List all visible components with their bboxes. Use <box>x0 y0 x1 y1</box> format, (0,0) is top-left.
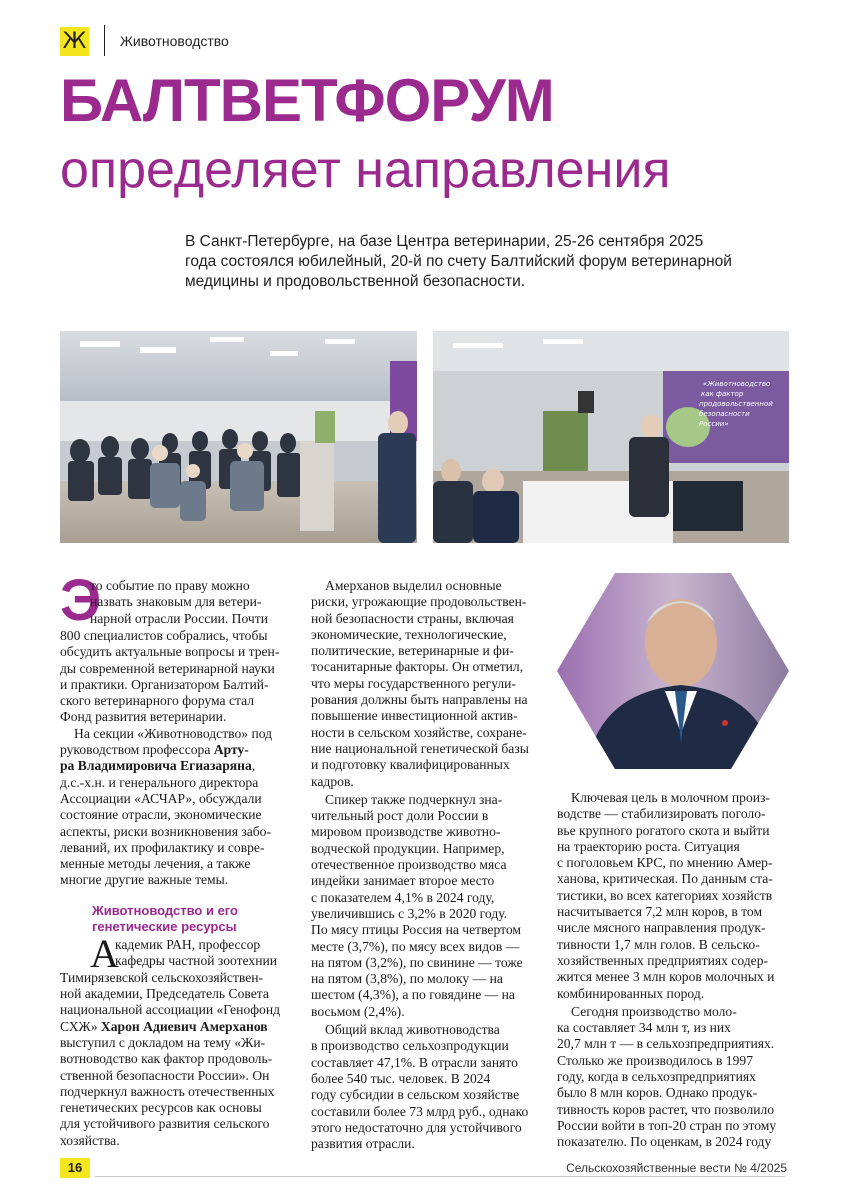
text-line: 20,7 млн т — в сельхозпредприятиях. <box>557 1036 775 1052</box>
dropcap-block-2 <box>60 930 285 976</box>
text-line: этого недостаточно для устойчивого <box>311 1119 522 1135</box>
text-line: нарной отрасли России. Почти <box>90 610 268 626</box>
text-line: СХЖ» Харон Адиевич Амерханов <box>60 1018 268 1034</box>
text-line: тивности 1,7 млн голов. В сельско- <box>557 936 760 952</box>
text-line: ной безопасности страны, включая <box>311 610 514 626</box>
dropcap-block <box>60 568 285 633</box>
text-line: Ассоциации «АСЧАР», обсуждали <box>60 790 262 806</box>
text-line: Ключевая цель в молочном произ- <box>571 790 770 805</box>
text-line: хозяйственных предприятиях содер- <box>557 952 769 968</box>
column-1 <box>60 568 285 1149</box>
header-divider <box>104 25 105 56</box>
text-line: на пятом (3,2%), по свинине — тоже <box>311 954 523 970</box>
photo-conference-hall <box>60 331 417 543</box>
column-2 <box>311 578 546 1152</box>
footer-rule <box>95 1176 785 1177</box>
lead-line: В Санкт-Петербурге, на базе Центра ветеринарии, 25-26 сентября 2025 <box>185 233 704 250</box>
text-line: отечественное производство мяса <box>311 857 507 873</box>
text-line: чительный рост доли России в <box>311 808 489 824</box>
text-line: более 540 тыс. человек. В 2024 <box>311 1070 491 1086</box>
text-line: ности в сельском хозяйстве, сохране- <box>311 724 527 740</box>
text-line: ственной безопасности России». Он <box>60 1067 270 1083</box>
screen-text: «Животноводство <box>703 380 771 388</box>
text-line: России войти в топ-20 стран по этому <box>557 1117 777 1133</box>
text-line: Фонд развития ветеринарии. <box>60 709 227 725</box>
text-line: аспекты, риски возникновения забо- <box>60 823 271 839</box>
text-line: для устойчивого развития сельского <box>60 1116 270 1132</box>
text-line: вье крупного рогатого скота и выйти <box>557 822 770 838</box>
portrait-hexagon <box>557 573 789 769</box>
text-line: комбинированных пород. <box>557 985 705 1001</box>
lead-paragraph <box>185 232 785 292</box>
text-line: и подготовку квалифицированных <box>311 757 510 773</box>
text-line: водстве — стабилизировать поголо- <box>557 806 766 822</box>
text-line: тистики, во всех категориях хозяйств <box>557 887 773 903</box>
text-line: ского ветеринарного форума стал <box>60 693 255 709</box>
text-line: экономические, технологические, <box>311 626 507 642</box>
text-line: числе мясного направления продук- <box>557 920 766 936</box>
text-line: На секции «Животноводство» под <box>74 725 273 741</box>
text-line: в производство сельхозпродукции <box>311 1038 509 1054</box>
text-line: ка составляет 34 млн т, из них <box>557 1020 731 1036</box>
text-line: риски, угрожающие продовольствен- <box>311 594 527 610</box>
text-line: показателю. По оценкам, в 2024 году <box>557 1134 772 1150</box>
text-line: на траекторию роста. Ситуация <box>557 838 740 854</box>
text-line: кафедры частной зоотехнии <box>115 953 278 969</box>
text-line: мировом производстве животно- <box>311 824 501 840</box>
text-line: и практики. Организатором Балтий- <box>60 676 269 692</box>
text-line: кадемик РАН, профессор <box>115 936 261 952</box>
dropcap-letter: Э <box>60 568 102 633</box>
category-icon: Ж <box>60 27 89 56</box>
text-line: ной академии, Председатель Совета <box>60 986 269 1002</box>
lead-line: медицины и продовольственной безопасности. <box>185 273 526 290</box>
text-line: индейки занимает второе место <box>311 873 495 889</box>
text-line: Столько же производилось в 1997 <box>557 1052 753 1068</box>
magazine-issue: Сельскохозяйственные вести № 4/2025 <box>566 1161 787 1175</box>
text-line: выступил с докладом на тему «Жи- <box>60 1034 266 1050</box>
lead-line: года состоялся юбилейный, 20-й по счету Балтийский форум ветеринарной <box>185 253 732 270</box>
text-line: тивность коров растет, что позволило <box>557 1101 775 1117</box>
text-line: водческой продукции. Например, <box>311 840 505 856</box>
text-line: году субсидии в сельском хозяйстве <box>311 1087 520 1103</box>
article-title: БАЛТВЕТФОРУМ <box>60 67 554 134</box>
text-line: то событие по праву можно <box>90 578 250 593</box>
text-line: По мясу птицы Россия на четвертом <box>311 922 521 938</box>
text-line: национальной ассоциации «Генофонд <box>60 1002 281 1018</box>
text-line: жится менее 3 млн коров молочных и <box>557 969 775 985</box>
text-line: Тимирязевской сельскохозяйствен- <box>60 969 264 985</box>
screen-text: безопасности <box>699 410 750 418</box>
text-line: году, когда в сельхозпредприятиях <box>557 1069 756 1085</box>
text-line: составляет 47,1%. В отрасли занято <box>311 1054 518 1070</box>
text-line: руководством профессора Арту- <box>60 742 249 758</box>
text-line: 800 специалистов собрались, чтобы <box>60 628 268 643</box>
section-subhead: Животноводство и его генетические ресурсы <box>92 902 238 934</box>
text-line: политические, ветеринарные и фи- <box>311 643 514 659</box>
text-line: с показателем 4,1% в 2024 году, <box>311 889 495 905</box>
screen-text: как фактор <box>701 390 744 398</box>
text-line: подчеркнул важность отечественных <box>60 1083 275 1099</box>
text-line: обсудить актуальные вопросы и трен- <box>60 644 280 660</box>
text-line: восьмом (2,4%). <box>311 1003 405 1019</box>
text-line: назвать знаковым для ветери- <box>90 594 262 610</box>
text-line: кадров. <box>311 773 354 789</box>
text-line: Общий вклад животноводства <box>325 1022 500 1038</box>
text-line: генетических ресурсов как основы <box>60 1100 262 1116</box>
text-line: ханова, критическая. По данным ста- <box>557 871 773 887</box>
text-line: д.с.-х.н. и генерального директора <box>60 774 259 790</box>
column-3 <box>557 790 789 1151</box>
dropcap-letter-2: А <box>90 930 119 976</box>
text-line: Спикер также подчеркнул зна- <box>325 791 503 807</box>
text-line: повышение инвестиционной актив- <box>311 708 518 724</box>
photo-speaker-podium <box>433 331 789 543</box>
text-line: было 8 млн коров. Однако продук- <box>557 1085 758 1101</box>
text-line: ды современной ветеринарной науки <box>60 660 275 676</box>
text-line: месте (3,7%), по мясу всех видов — <box>311 938 520 954</box>
text-line: ра Владимировича Егиазаряна, <box>60 758 256 774</box>
text-line: насчитывается 7,2 млн коров, в том <box>557 904 763 920</box>
text-line: с поголовьем КРС, по мнению Амер- <box>557 855 773 871</box>
screen-text: России» <box>699 420 729 428</box>
text-line: увеличившись с 3,2% в 2020 году. <box>311 905 508 921</box>
text-line: менные методы лечения, а также <box>60 856 251 872</box>
page-number: 16 <box>60 1158 90 1178</box>
text-line: Сегодня производство моло- <box>571 1003 737 1019</box>
article-subtitle: определяет направления <box>60 141 671 199</box>
text-line: составили более 73 млрд руб., однако <box>311 1103 529 1119</box>
text-line: ние национальной генетической базы <box>311 740 529 756</box>
text-line: тосанитарные факторы. Он отметил, <box>311 659 524 675</box>
text-line: многие другие важные темы. <box>60 872 229 888</box>
text-line: леваний, их профилактику и совре- <box>60 839 265 855</box>
text-line: на пятом (3,8%), по молоку — на <box>311 971 503 987</box>
category-label: Животноводство <box>120 33 229 49</box>
text-line: что меры государственного регули- <box>311 675 516 691</box>
text-line: Амерханов выделил основные <box>325 578 502 593</box>
text-line: состояние отрасли, экономические <box>60 807 262 823</box>
screen-text: продовольственной <box>699 400 773 408</box>
text-line: вотноводство как фактор продоволь- <box>60 1051 273 1067</box>
text-line: развития отрасли. <box>311 1136 415 1152</box>
text-line: рования должны быть направлены на <box>311 692 528 708</box>
text-line: шестом (4,3%), а по говядине — на <box>311 987 515 1003</box>
text-line: хозяйства. <box>60 1132 120 1148</box>
